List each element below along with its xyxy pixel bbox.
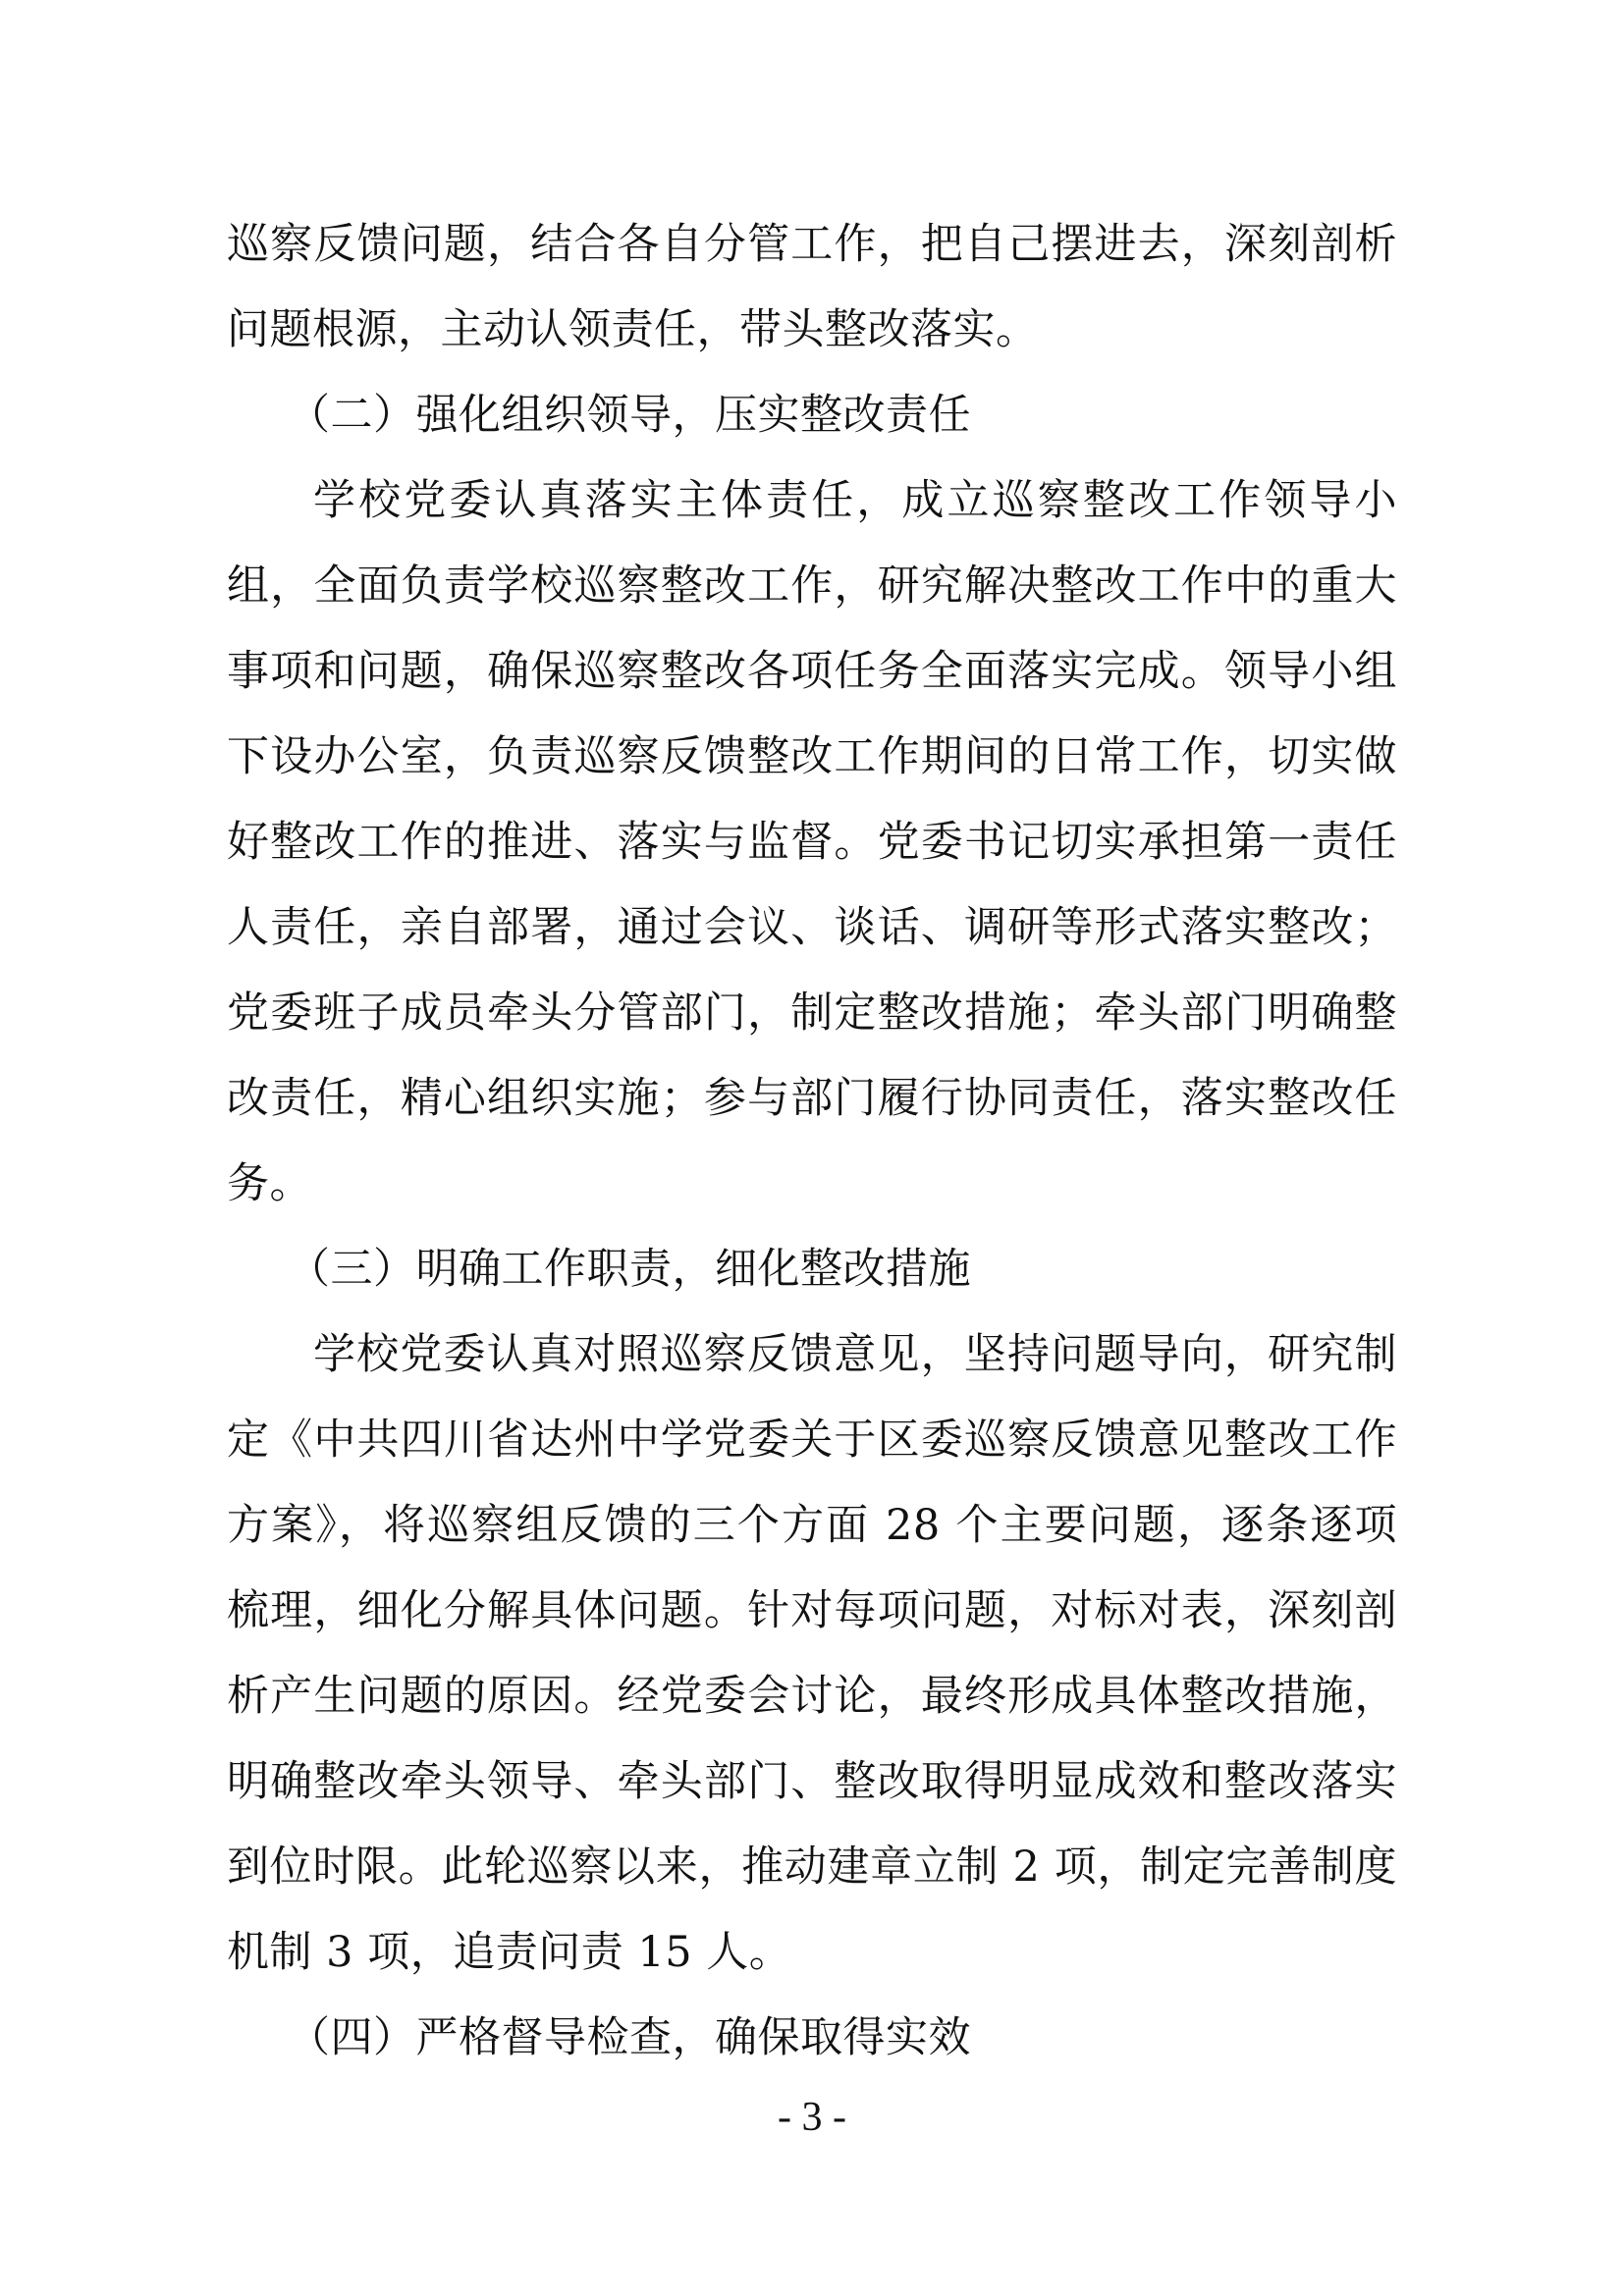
paragraph: 巡察反馈问题，结合各自分管工作，把自己摆进去，深刻剖析问题根源，主动认领责任，带头整改落实。 <box>227 220 1397 354</box>
paragraph: 学校党委认真对照巡察反馈意见，坚持问题导向，研究制定《中共四川省达州中学党委关于区委巡察反馈意见整改工作方案》，将巡察组反馈的三个方面 28 个主要问题，逐条逐项梳理，细化分解具体问题。针对每项问题，对标对表，深刻剖析产生问题的原因。经党委会讨论，最终形成具体整改措施，明确整改牵头领导、牵头部门、整改取得明显成效和整改落实到位时限。此轮巡察以来，推动建章立制 2 项，制定完善制度机制 3 项，追责问责 15 人。 <box>227 1330 1397 1977</box>
section-heading: （四）严格督导检查，确保取得实效 <box>288 2013 971 2062</box>
section-heading: （三）明确工作职责，细化整改措施 <box>288 1245 971 1294</box>
paragraph: 学校党委认真落实主体责任，成立巡察整改工作领导小组，全面负责学校巡察整改工作，研究解决整改工作中的重大事项和问题，确保巡察整改各项任务全面落实完成。领导小组下设办公室，负责巡察反馈整改工作期间的日常工作，切实做好整改工作的推进、落实与监督。党委书记切实承担第一责任人责任，亲自部署，通过会议、谈话、调研等形式落实整改；党委班子成员牵头分管部门，制定整改措施；牵头部门明确整改责任，精心组织实施；参与部门履行协同责任，落实整改任务。 <box>227 476 1397 1208</box>
body-text <box>227 202 1397 2081</box>
section-heading: （二）强化组织领导，压实整改责任 <box>288 391 971 440</box>
page-number: - 3 - <box>778 2095 846 2140</box>
